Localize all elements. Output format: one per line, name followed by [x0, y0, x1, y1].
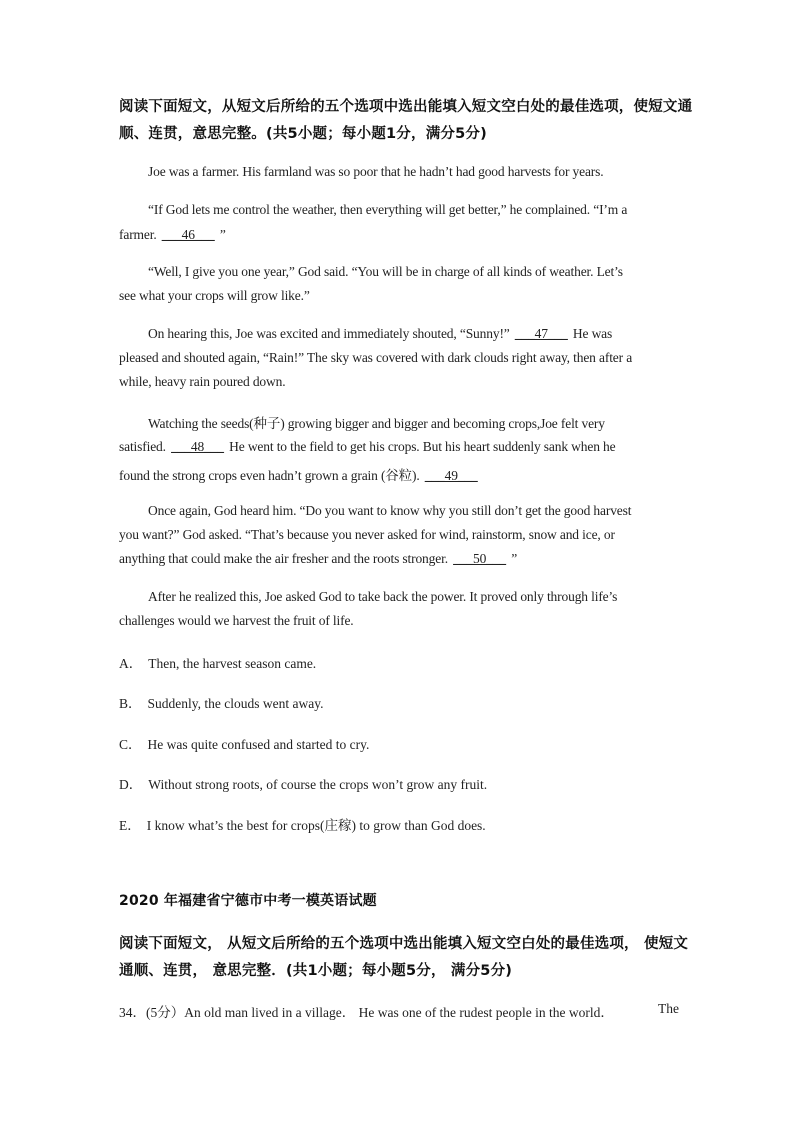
option-text: He was quite confused and started to cry.: [147, 737, 370, 752]
passage-text: anything that could make the air fresher and the roots stronger.: [119, 551, 448, 566]
passage-paragraph-3-line-1: “Well, I give you one year,” God said. “You will be in charge of all kinds of weather. Let’s: [148, 264, 623, 279]
question-34: [119, 1001, 679, 1021]
passage-paragraph-7-line-1: After he realized this, Joe asked God to take back the power. It proved only through life’s: [148, 589, 618, 604]
section-instruction-line-2: 通顺、连贯， 意思完整．(共1小题；每小题5分， 满分5分): [119, 963, 513, 979]
passage-paragraph-5-line-3: [119, 464, 679, 484]
passage-paragraph-1: Joe was a farmer. His farmland was so poor that he hadn’t had good harvests for years.: [148, 164, 604, 179]
blank-47: ___47___: [514, 326, 568, 341]
option-text: Suddenly, the clouds went away.: [147, 696, 324, 711]
passage-paragraph-4-line-2: pleased and shouted again, “Rain!” The sky was covered with dark clouds right away, then after a: [119, 350, 633, 365]
option-letter: B．: [119, 696, 142, 711]
passage-paragraph-5-line-1: Watching the seeds(种子) growing bigger and bigger and becoming crops,Joe felt very: [148, 416, 605, 431]
option-text: Then, the harvest season came.: [148, 656, 317, 671]
passage-text: He went to the field to get his crops. But his heart suddenly sank when he: [229, 439, 616, 454]
blank-48: ___48___: [171, 439, 224, 454]
option-e: [119, 814, 486, 834]
blank-50: ___50___: [453, 551, 506, 566]
passage-text: ”: [219, 227, 226, 242]
section-title: 2020 年福建省宁德市中考一模英语试题: [119, 893, 377, 909]
option-a: [119, 652, 316, 672]
passage-paragraph-2-line-2: [119, 227, 679, 243]
passage-text: satisfied.: [119, 439, 166, 454]
passage-text: On hearing this, Joe was excited and immediately shouted, “Sunny!”: [148, 326, 510, 341]
passage-paragraph-6-line-3: [119, 551, 679, 567]
passage-text: farmer.: [119, 227, 157, 242]
passage-paragraph-6-line-2: you want?” God asked. “That’s because you never asked for wind, rainstorm, snow and ice, or: [119, 527, 615, 542]
option-text: Without strong roots, of course the crops won’t grow any fruit.: [148, 777, 488, 792]
passage-paragraph-3-line-2: see what your crops will grow like.”: [119, 288, 310, 303]
option-text: I know what’s the best for crops(庄稼) to grow than God does.: [146, 818, 486, 833]
passage-paragraph-5-line-2: [119, 439, 679, 455]
option-c: [119, 733, 369, 753]
question-34-text: 34．(5分）An old man lived in a village． He was one of the rudest people in the world．: [119, 1005, 614, 1020]
passage-paragraph-4-line-1: [148, 326, 708, 342]
passage-text: He was: [572, 326, 613, 341]
option-d: [119, 773, 487, 793]
passage-paragraph-7-line-2: challenges would we harvest the fruit of life.: [119, 613, 354, 628]
option-letter: A．: [119, 656, 143, 671]
blank-46: ___46___: [161, 227, 215, 242]
passage-paragraph-6-line-1: Once again, God heard him. “Do you want to know why you still don’t get the good harvest: [148, 503, 632, 518]
instruction-line-1: 阅读下面短文，从短文后所给的五个选项中选出能填入短文空白处的最佳选项，使短文通: [119, 99, 693, 115]
instruction-line-2: 顺、连贯，意思完整。(共5小题；每小题1分，满分5分): [119, 126, 487, 142]
option-letter: D．: [119, 777, 143, 792]
passage-text: ”: [511, 551, 518, 566]
option-letter: E．: [119, 818, 141, 833]
option-b: [119, 692, 323, 712]
passage-paragraph-4-line-3: while, heavy rain poured down.: [119, 374, 286, 389]
question-34-continuation: The: [658, 1001, 679, 1016]
passage-paragraph-2-line-1: “If God lets me control the weather, then everything will get better,” he complained. “I’m a: [148, 202, 628, 217]
blank-49: ___49___: [424, 468, 478, 483]
option-letter: C．: [119, 737, 142, 752]
passage-text: found the strong crops even hadn’t grown a grain (谷粒).: [119, 468, 420, 483]
section-instruction-line-1: 阅读下面短文， 从短文后所给的五个选项中选出能填入短文空白处的最佳选项， 使短文: [119, 936, 689, 952]
